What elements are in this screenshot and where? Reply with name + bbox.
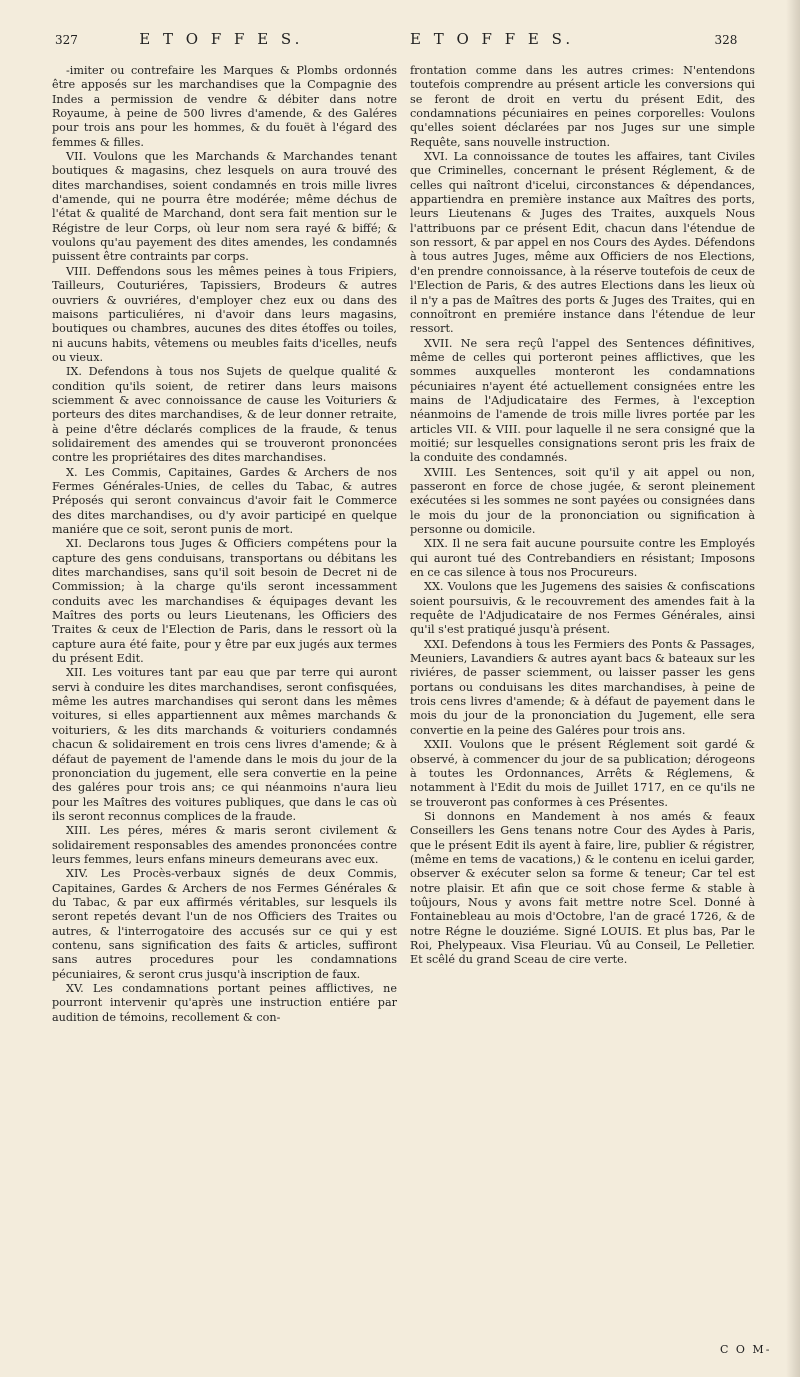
left-text-column (52, 64, 397, 1025)
paragraph: XXI. Defendons à tous les Fermiers des Ponts & Passages, Meuniers, Lavandiers & autres ayant bacs & bateaux sur les riviéres, de passer sciemment, ou laisser passer les gens portans ou conduisans les dites marchandises, à peine de trois cens livres d'amende; & à défaut de payement dans le mois du jour de la prononciation du Jugement, elle sera convertie en la peine des Galéres pour trois ans. (410, 637, 755, 737)
paragraph: VIII. Deffendons sous les mêmes peines à tous Fripiers, Tailleurs, Couturiéres, Tapissiers, Brodeurs & autres ouvriers & ouvriéres, d'employer chez eux ou dans des maisons particuliéres, ni d'avoir dans leurs magasins, boutiques ou chambres, aucunes des dites étoffes ou toiles, ni aucuns habits, vêtemens ou meubles faits d'icelles, neufs ou vieux. (52, 264, 397, 364)
paragraph: IX. Defendons à tous nos Sujets de quelque qualité & condition qu'ils soient, de retirer dans leurs maisons sciemment & avec connoissance de cause les Voituriers & porteurs des dites marchandises, & de leur donner retraite, à peine d'être déclarés complices de la fraude, & tenus solidairement des amendes qui se trouveront prononcées contre les propriétaires des dites marchandises. (52, 365, 397, 465)
paragraph: frontation comme dans les autres crimes: N'entendons toutefois comprendre au présent article les conversions qui se feront de droit en vertu du présent Edit, des condamnations pécuniaires en peines corporelles: Voulons qu'elles soient déclarées par nos Juges sur une simple Requête, sans nouvelle instruction. (410, 64, 755, 149)
left-running-header (55, 30, 303, 48)
paragraph: XIX. Il ne sera fait aucune poursuite contre les Employés qui auront tué des Contrebandiers en résistant; Imposons en ce cas silence à tous nos Procureurs. (410, 537, 755, 580)
right-page-number: 328 (714, 33, 738, 47)
paragraph: VII. Voulons que les Marchands & Marchandes tenant boutiques & magasins, chez lesquels on aura trouvé des dites marchandises, soient condamnés en trois mille livres d'amende, qui ne pourra être modérée; même déchus de l'état & qualité de Marchand, dont sera fait mention sur le Régistre de leur Corps, où leur nom sera rayé & biffé; & voulons qu'au payement des dites amendes, les condamnés puissent être contraints par corps. (52, 150, 397, 264)
paragraph: XVII. Ne sera reçû l'appel des Sentences définitives, même de celles qui porteront peines afflictives, que les sommes auxquelles monteront les condamnations pécuniaires n'ayent été actuellement consignées entre les mains de l'Adjudicataire des Fermes, à l'exception néanmoins de l'amende de trois mille livres portée par les articles VII. & VIII. pour laquelle il ne sera consigné que la moitié; sur lesquelles consignations seront pris les fraix de la conduite des condamnés. (410, 336, 755, 465)
paragraph: XI. Declarons tous Juges & Officiers compétens pour la capture des gens conduisans, transportans ou débitans les dites marchandises, sans qu'il soit besoin de Decret ni de Commission; à la charge qu'ils seront incessamment conduits avec les marchandises & équipages devant les Maîtres des ports ou leurs Lieutenans, les Officiers des Traites & ceux de l'Election de Paris, dans le ressort où la capture aura été faite, pour y être par eux jugés aux termes du présent Edit. (52, 537, 397, 666)
paragraph: XIII. Les péres, méres & maris seront civilement & solidairement responsables des amendes prononcées contre leurs femmes, leurs enfans mineurs demeurans avec eux. (52, 824, 397, 866)
left-page-number: 327 (55, 33, 78, 47)
paragraph: XII. Les voitures tant par eau que par terre qui auront servi à conduire les dites marchandises, seront confisquées, même les autres marchandises qui seront dans les mêmes voitures, si elles appartiennent aux mêmes marchands & voituriers, & les dits marchands & voituriers condamnés chacun & solidairement en trois cens livres d'amende; & à défaut de payement de l'amende dans le mois du jour de la prononciation du jugement, elle sera convertie en la peine des galéres pour trois ans; ce qui néanmoins n'aura lieu pour les Maîtres des voitures publiques, que dans le cas où ils seront reconnus complices de la fraude. (52, 666, 397, 823)
paragraph: -imiter ou contrefaire les Marques & Plombs ordonnés être apposés sur les marchandises que la Compagnie des Indes a permission de vendre & débiter dans notre Royaume, à peine de 500 livres d'amende, & des Galéres pour trois ans pour les hommes, & du fouët à l'égard des femmes & filles. (52, 64, 397, 149)
right-header-title: E T O F F E S. (410, 30, 575, 48)
paragraph: XX. Voulons que les Jugemens des saisies & confiscations soient poursuivis, & le recouvrement des amendes fait à la requête de l'Adjudicataire de nos Fermes Générales, ainsi qu'il s'est pratiqué jusqu'à présent. (410, 580, 755, 637)
page-edge-shadow (786, 0, 800, 1377)
paragraph: XXII. Voulons que le présent Réglement soit gardé & observé, à commencer du jour de sa publication; dérogeons à toutes les Ordonnances, Arrêts & Réglemens, & notamment à l'Edit du mois de Juillet 1717, en ce qu'ils ne se trouveront pas conformes à ces Présentes. (410, 738, 755, 809)
paragraph: Si donnons en Mandement à nos amés & feaux Conseillers les Gens tenans notre Cour des Aydes à Paris, que le présent Edit ils ayent à faire, lire, publier & régistrer, (même en tems de vacations,) & le contenu en icelui garder, observer & exécuter selon sa forme & teneur; Car tel est notre plaisir. Et afin que ce soit chose ferme & stable à toûjours, Nous y avons fait mettre notre Scel. Donné à Fontainebleau au mois d'Octobre, l'an de gracé 1726, & de notre Régne le douziéme. Signé LOUIS. Et plus bas, Par le Roi, Phelypeaux. Visa Fleuriau. Vû au Conseil, Le Pelletier. Et scêlé du grand Sceau de cire verte. (410, 809, 755, 967)
paragraph: X. Les Commis, Capitaines, Gardes & Archers de nos Fermes Générales-Unies, de celles du Tabac, & autres Préposés qui seront convaincus d'avoir fait le Commerce des dites marchandises, ou d'y avoir participé en quelque maniére que ce soit, seront punis de mort. (52, 465, 397, 536)
paragraph: XVI. La connoissance de toutes les affaires, tant Civiles que Criminelles, concernant le présent Réglement, & de celles qui naîtront d'icelui, circonstances & dépendances, appartiendra en première instance aux Maîtres des ports, leurs Lieutenans & Juges des Traites, auxquels Nous l'attribuons par ce présent Edit, chacun dans l'étendue de son ressort, & par appel en nos Cours des Aydes. Défendons à tous autres Juges, même aux Officiers de nos Elections, d'en prendre connoissance, à la réserve toutefois de ceux de l'Election de Paris, & des autres Elections dans les lieux où il n'y a pas de Maîtres des ports & Juges des Traites, qui en connoîtront en premiére instance dans l'étendue de leur ressort. (410, 150, 755, 336)
right-text-column (410, 64, 755, 968)
paragraph: XIV. Les Procès-verbaux signés de deux Commis, Capitaines, Gardes & Archers de nos Fermes Générales & du Tabac, & par eux affirmés véritables, sur lesquels ils seront repetés devant l'un de nos Officiers des Traites ou autres, & l'interrogatoire des accusés sur ce qui y est contenu, sans signification des faits & articles, suffiront sans autres procedures pour les condamnations pécuniaires, & seront crus jusqu'à inscription de faux. (52, 867, 397, 981)
left-header-title: E T O F F E S. (139, 30, 304, 48)
paragraph: XV. Les condamnations portant peines afflictives, ne pourront intervenir qu'après une instruction entiére par audition de témoins, recollement & con- (52, 982, 397, 1024)
right-running-header (410, 30, 737, 48)
paragraph: XVIII. Les Sentences, soit qu'il y ait appel ou non, passeront en force de chose jugée, & seront pleinement exécutées si les sommes ne sont payées ou consignées dans le mois du jour de la prononciation ou signification à personne ou domicile. (410, 465, 755, 536)
catchword: C O M- (720, 1343, 772, 1356)
